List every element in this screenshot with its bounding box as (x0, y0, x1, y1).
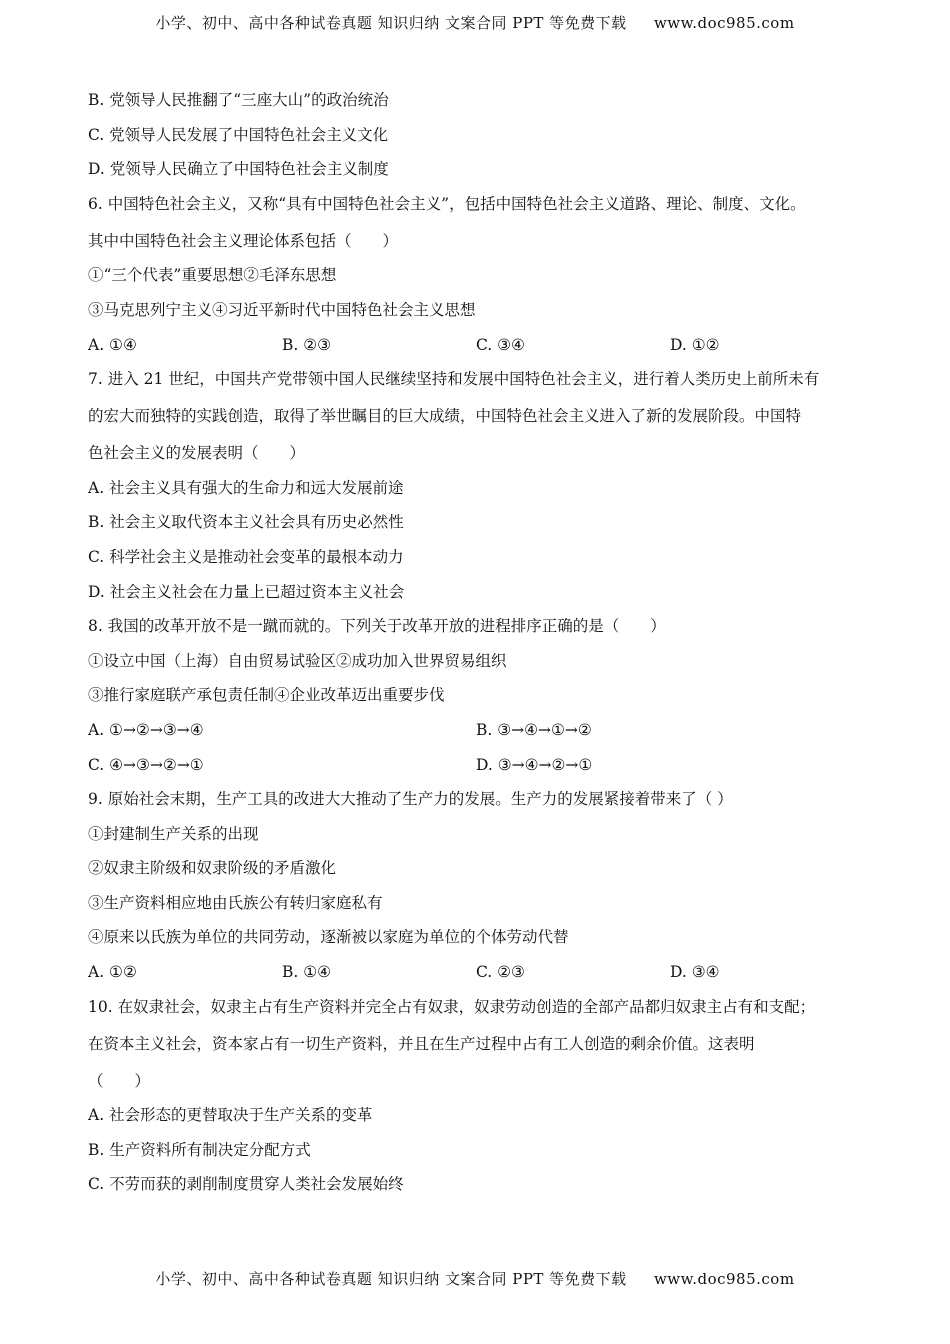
q6-item: ①“三个代表”重要思想②毛泽东思想 (88, 266, 337, 285)
q9-options (88, 960, 878, 995)
question-9 (88, 787, 878, 995)
q10-option-b: B. 生产资料所有制决定分配方式 (88, 1140, 311, 1159)
q6-option-b: B. ②③ (282, 335, 332, 354)
q6-option-c: C. ③④ (476, 335, 525, 354)
q7-option-a: A. 社会主义具有强大的生命力和远大发展前途 (88, 478, 404, 497)
q8-option-a: A. ①→②→③→④ (88, 720, 204, 739)
footer-url[interactable]: www.doc985.com (653, 1270, 795, 1288)
q6-option-a: A. ①④ (88, 335, 137, 354)
q10-stem-line: （ ） (88, 1071, 151, 1090)
q7-option-b: B. 社会主义取代资本主义社会具有历史必然性 (88, 513, 404, 532)
header-text: 小学、初中、高中各种试卷真题 知识归纳 文案合同 PPT 等免费下载 (155, 14, 627, 32)
q5-option-d: D. 党领导人民确立了中国特色社会主义制度 (88, 160, 389, 179)
page-header (0, 12, 950, 33)
q8-item: ③推行家庭联产承包责任制④企业改革迈出重要步伐 (88, 686, 445, 705)
q6-option-d: D. ①② (670, 335, 720, 354)
question-10 (88, 995, 878, 1207)
q9-item: ③生产资料相应地由氏族公有转归家庭私有 (88, 893, 383, 912)
q10-option-a: A. 社会形态的更替取决于生产关系的变革 (88, 1106, 373, 1125)
question-8 (88, 614, 878, 787)
q9-option-c: C. ②③ (476, 963, 525, 982)
header-url[interactable]: www.doc985.com (653, 14, 795, 32)
q9-option-d: D. ③④ (670, 963, 720, 982)
q9-item: ④原来以氏族为单位的共同劳动，逐渐被以家庭为单位的个体劳动代替 (88, 928, 569, 947)
q6-item: ③马克思列宁主义④习近平新时代中国特色社会主义思想 (88, 300, 476, 319)
q6-stem-line: 其中中国特色社会主义理论体系包括（ ） (88, 231, 399, 250)
page-footer (0, 1268, 950, 1289)
exam-content (88, 88, 878, 1207)
q8-option-d: D. ③→④→②→① (476, 755, 593, 774)
footer-text: 小学、初中、高中各种试卷真题 知识归纳 文案合同 PPT 等免费下载 (155, 1270, 627, 1288)
q7-option-d: D. 社会主义社会在力量上已超过资本主义社会 (88, 582, 405, 601)
q8-option-c: C. ④→③→②→① (88, 755, 204, 774)
q5-option-b: B. 党领导人民推翻了“三座大山”的政治统治 (88, 91, 389, 109)
q8-options-row (88, 753, 878, 788)
q8-options-row (88, 718, 878, 753)
q7-stem-line: 7. 进入 21 世纪，中国共产党带领中国人民继续坚持和发展中国特色社会主义，进行着人类历史上前所未有 (88, 370, 820, 389)
q6-options (88, 333, 878, 368)
q9-option-a: A. ①② (88, 963, 137, 982)
q7-stem-line: 色社会主义的发展表明（ ） (88, 444, 306, 463)
question-5 (88, 88, 878, 192)
q9-item: ①封建制生产关系的出现 (88, 824, 259, 843)
q7-stem-line: 的宏大而独特的实践创造，取得了举世瞩目的巨大成绩，中国特色社会主义进入了新的发展阶段。中国特 (88, 407, 802, 426)
q8-item: ①设立中国（上海）自由贸易试验区②成功加入世界贸易组织 (88, 651, 507, 670)
q10-option-c: C. 不劳而获的剥削制度贯穿人类社会发展始终 (88, 1175, 404, 1194)
q7-option-c: C. 科学社会主义是推动社会变革的最根本动力 (88, 547, 404, 566)
q10-stem-line: 10. 在奴隶社会，奴隶主占有生产资料并完全占有奴隶，奴隶劳动创造的全部产品都归奴隶主占有和支配； (88, 997, 816, 1016)
q8-stem-line: 8. 我国的改革开放不是一蹴而就的。下列关于改革开放的进程排序正确的是（ ） (88, 617, 666, 636)
question-7 (88, 367, 878, 614)
q9-stem-line: 9. 原始社会末期，生产工具的改进大大推动了生产力的发展。生产力的发展紧接着带来了（ ） (88, 790, 733, 809)
q8-option-b: B. ③→④→①→② (476, 720, 592, 739)
q10-stem-line: 在资本主义社会，资本家占有一切生产资料，并且在生产过程中占有工人创造的剩余价值。这表明 (88, 1034, 755, 1053)
q6-stem-line: 6. 中国特色社会主义，又称“具有中国特色社会主义”，包括中国特色社会主义道路、理论、制度、文化。 (88, 194, 806, 213)
q5-option-c: C. 党领导人民发展了中国特色社会主义文化 (88, 125, 389, 144)
question-6 (88, 192, 878, 367)
q9-item: ②奴隶主阶级和奴隶阶级的矛盾激化 (88, 859, 337, 878)
q9-option-b: B. ①④ (282, 963, 332, 982)
